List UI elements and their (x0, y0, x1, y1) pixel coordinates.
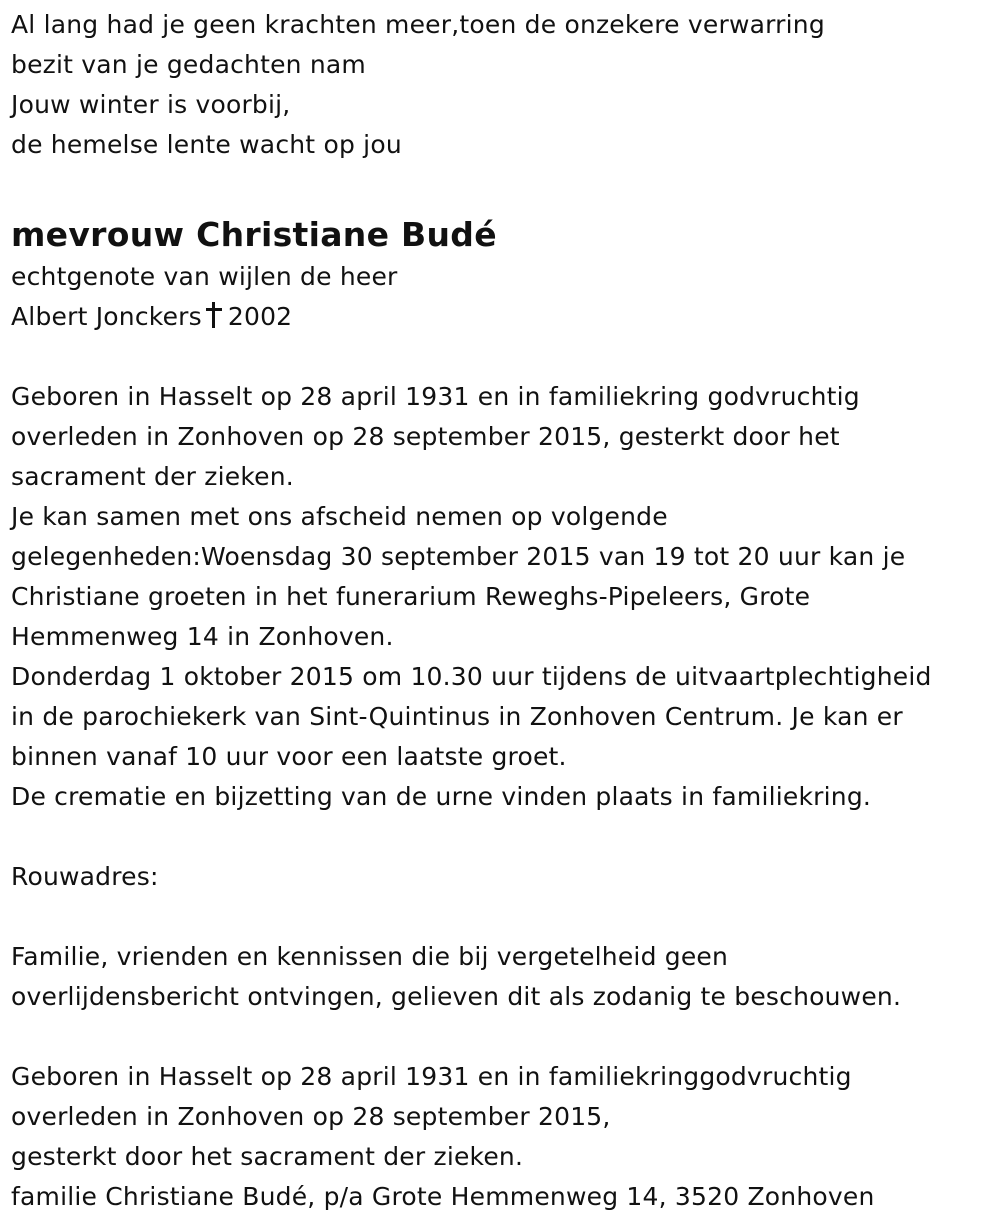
spouse-death-year: 2002 (227, 302, 293, 331)
spacer (11, 337, 986, 377)
poem (11, 5, 986, 165)
notice-line: overlijdensbericht ontvingen, gelieven dit als zodanig te beschouwen. (11, 982, 902, 1011)
notice-line: Familie, vrienden en kennissen die bij vergetelheid geen (11, 942, 729, 971)
deceased-name: mevrouw Christiane Budé (11, 215, 497, 254)
poem-line: Al lang had je geen krachten meer,toen de onzekere verwarring (11, 10, 825, 39)
announcement-line: in de parochiekerk van Sint-Quintinus in Zonhoven Centrum. Je kan er (11, 702, 903, 731)
announcement-line: De crematie en bijzetting van de urne vinden plaats in familiekring. (11, 782, 872, 811)
announcement (11, 377, 986, 817)
closing-line: familie Christiane Budé, p/a Grote Hemmenweg 14, 3520 Zonhoven (11, 1182, 875, 1211)
announcement-line: Donderdag 1 oktober 2015 om 10.30 uur tijdens de uitvaartplechtigheid (11, 662, 932, 691)
announcement-line: sacrament der zieken. (11, 462, 294, 491)
mourning-address-label: Rouwadres: (11, 862, 159, 891)
announcement-line: overleden in Zonhoven op 28 september 2015, gesterkt door het (11, 422, 840, 451)
announcement-line: Christiane groeten in het funerarium Reweghs-Pipeleers, Grote (11, 582, 811, 611)
announcement-line: Geboren in Hasselt op 28 april 1931 en in familiekring godvruchtig (11, 382, 860, 411)
poem-line: bezit van je gedachten nam (11, 50, 366, 79)
announcement-line: binnen vanaf 10 uur voor een laatste groet. (11, 742, 567, 771)
spouse-details (11, 297, 986, 337)
poem-line: Jouw winter is voorbij, (11, 90, 291, 119)
closing (11, 1057, 986, 1217)
cross-icon (206, 302, 222, 328)
spouse-line: echtgenote van wijlen de heer (11, 262, 398, 291)
closing-line: Geboren in Hasselt op 28 april 1931 en in familiekringgodvruchtig (11, 1062, 852, 1091)
notice (11, 937, 986, 1017)
announcement-line: Hemmenweg 14 in Zonhoven. (11, 622, 394, 651)
spacer (11, 897, 986, 937)
announcement-line: gelegenheden:Woensdag 30 september 2015 van 19 tot 20 uur kan je (11, 542, 906, 571)
spacer (11, 1017, 986, 1057)
obituary-document (11, 0, 986, 1217)
spouse-name: Albert Jonckers (11, 302, 202, 331)
closing-line: overleden in Zonhoven op 28 september 2015, (11, 1102, 611, 1131)
closing-line: gesterkt door het sacrament der zieken. (11, 1142, 524, 1171)
poem-line: de hemelse lente wacht op jou (11, 130, 402, 159)
announcement-line: Je kan samen met ons afscheid nemen op volgende (11, 502, 668, 531)
spacer (11, 817, 986, 857)
